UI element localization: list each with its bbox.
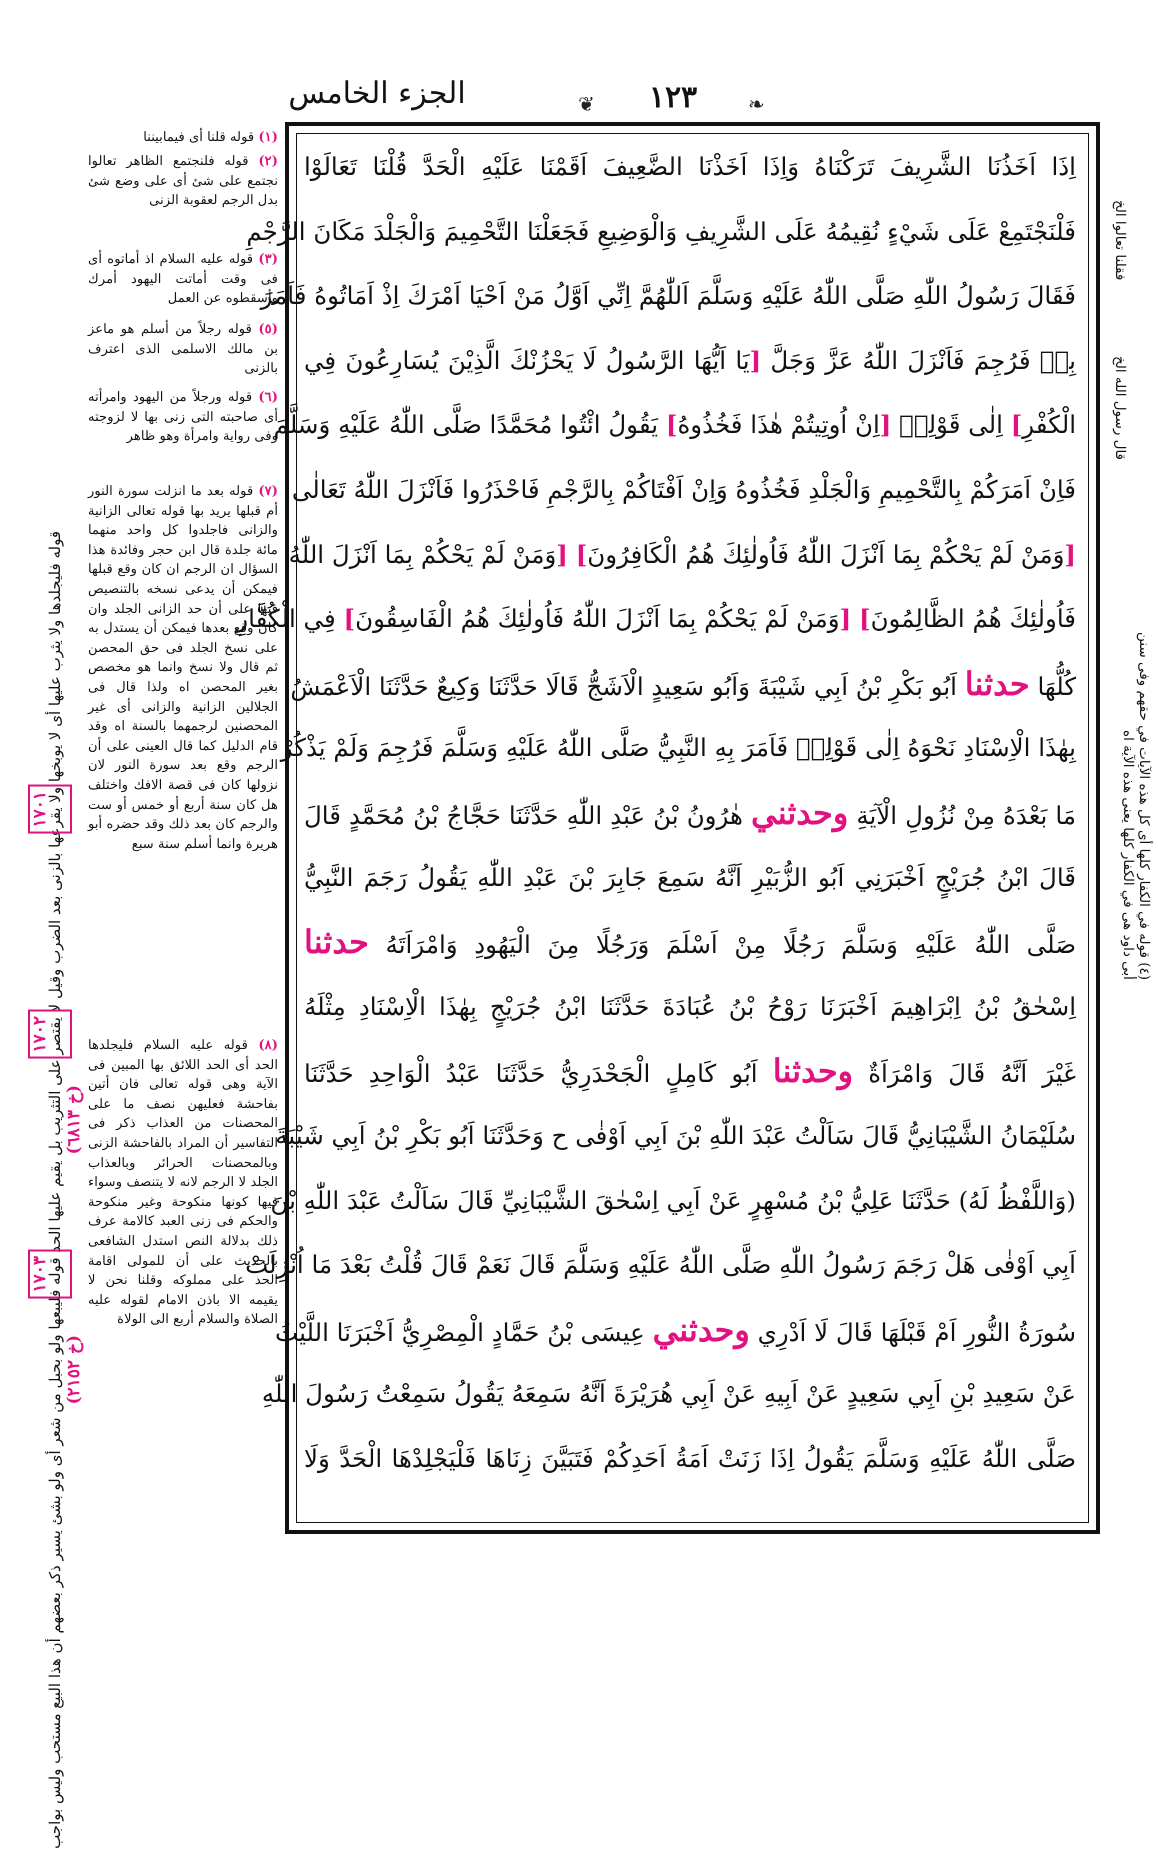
side-note: (٢) قوله فلنجتمع الظاهر تعالوا نجتمع على شئ أى على وضع شئ بدل الرجم لعقوبة الزنى [88,154,278,209]
hadith-number-box: ١٧٠١ [28,785,72,834]
text-line: صَلَّى اللّٰهُ عَلَيْهِ وَسَلَّمَ رَجُلًا مِنْ اَسْلَمَ وَرَجُلًا مِنَ الْيَهُودِ وَامْرَاَتَهُ حدثنا [304,923,1077,962]
side-note: (٨) قوله عليه السلام فليجلدها الحد أى الحد اللائق بها المبين فى الآية وهى قوله تعالى فان أتين بفاحشة فعليهن نصف ما على المحصنات من العذاب ذكر فى التفاسير أن المراد بالفاحشة الزنى وبالمحصنات الحرائر وبالعذاب الجلد لا الرجم لانه لا يتنصف وسواء فيها كونها منكوحة وغير منكوحة والحكم فى زنى العبد كالامة عرف ذلك بدلالة النص استدل الشافعى بالحديث على أن للمولى اقامة الحد على مملوكه وقلنا نحن لا يقيمه الا باذن الامام لقوله عليه الصلاة والسلام أربع الى الولاة [88,1038,279,1328]
text-line: بِهٰذَا الْاِسْنَادِ نَحْوَهُ اِلٰى قَوْلِهٖ فَاَمَرَ بِهِ النَّبِيُّ صَلَّى اللّٰهُ عَلَيْهِ وَسَلَّمَ فَرُجِمَ وَلَمْ يَذْكُرْ [280,733,1076,763]
text-line: عَنْ سَعِيدِ بْنِ اَبِي سَعِيدٍ عَنْ اَبِيهِ عَنْ اَبِي هُرَيْرَةَ اَنَّهُ سَمِعَهُ يَقُولُ سَمِعْتُ رَسُولَ اللّٰهِ [261,1379,1076,1409]
text-line: فَلْنَجْتَمِعْ عَلَى شَيْءٍ نُقِيمُهُ عَلَى الشَّرِيفِ وَالْوَضِيعِ فَجَعَلْنَا التَّحْمِيمَ وَالْجَلْدَ مَكَانَ الرَّجْمِ [246,216,1076,246]
part-title: الجزء الخامس [288,76,466,111]
text-line: بِهٖ فَرُجِمَ فَاَنْزَلَ اللّٰهُ عَزَّ وَجَلَّ [يَا اَيُّهَا الرَّسُولُ لَا يَحْزُنْكَ الَّذِيْنَ يُسَارِعُونَ فِي [304,345,1076,375]
ornament-right-icon: ❧ [748,92,765,116]
text-line: (وَاللَّفْظُ لَهُ) حَدَّثَنَا عَلِيُّ بْنُ مُسْهِرٍ عَنْ اَبِي اِسْحٰقَ الشَّيْبَانِيِّ قَالَ سَاَلْتُ عَبْدَ اللّٰهِ بْنَ [270,1185,1076,1215]
hadith-ref: (خ ٢١٥٢) [64,1335,84,1405]
text-line: فَاِنْ اَمَرَكُمْ بِالتَّحْمِيمِ وَالْجَلْدِ فَخُذُوهُ وَاِنْ اَفْتَاكُمْ بِالرَّجْمِ فَاحْذَرُوا فَاَنْزَلَ اللّٰهُ تَعَالٰى [291,474,1076,504]
text-line: اِذَا اَخَذُنَا الشَّرِيفَ تَرَكْنَاهُ وَاِذَا اَخَذْنَا الضَّعِيفَ اَقَمْنَا عَلَيْهِ الْحَدَّ قُلْنَا تَعَالَوْا [304,152,1076,181]
side-note: (٥) قوله رجلاً من أسلم هو ماعز بن مالك الاسلمى الذى اعترف بالزنى [88,322,278,377]
text-line: الْكُفْرِ] اِلٰى قَوْلِهٖ [اِنْ اُوتِيتُمْ هٰذَا فَخُذُوهُ] يَقُولُ ائْتُوا مُحَمَّدًا صَلَّى اللّٰهُ عَلَيْهِ وَسَلَّمَ [273,410,1076,440]
text-line: فَقَالَ رَسُولُ اللّٰهِ صَلَّى اللّٰهُ عَلَيْهِ وَسَلَّمَ اَللّٰهُمَّ اِنِّي اَوَّلُ مَنْ اَحْيَا اَمْرَكَ اِذْ اَمَاتُوهُ فَاَمَرَ [260,281,1076,311]
text-line: اَبِي اَوْفٰى هَلْ رَجَمَ رَسُولُ اللّٰهِ صَلَّى اللّٰهُ عَلَيْهِ وَسَلَّمَ قَالَ نَعَمْ قَالَ قُلْتُ بَعْدَ مَا اُنْزِلَتْ [245,1250,1076,1280]
text-line: قَالَ ابْنُ جُرَيْجٍ اَخْبَرَنِي اَبُو الزُّبَيْرِ اَنَّهُ سَمِعَ جَابِرَ بْنَ عَبْدِ اللّٰهِ يَقُولُ رَجَمَ النَّبِيُّ [304,862,1076,892]
side-note: (٣) قوله عليه السلام اذ أماتوه أى فى وقت أماتت اليهود أمرك وأسقطوه عن العمل [88,252,278,307]
right-margin-note-3: (٤) قوله في الكفار كلها أى كل هذه الآيات في حقهم وفى سنن أبى داود هى في الكفار كلها يعنى هذه الآية اه [1120,631,1152,980]
text-line: مَا بَعْدَهُ مِنْ نُزُولِ الْآيَةِ وحدثني هٰرُونُ بْنُ عَبْدِ اللّٰهِ حَدَّثَنَا حَجَّاجُ بْنُ مُحَمَّدٍ قَالَ [304,793,1076,832]
hadith-number-box: ١٧٠٣ [28,1250,72,1299]
rotated-note: قوله فليجلدها ولا يثرب عليها أى لا يوبخها ولا يقرعها بالزنى بعد الضرب وقيل لا يقتصر على التثريب بل يقيم عليها الحد قوله فليبعها ولو بحبل من شعر أى ولو بشئ يسير ذكر بعضهم أن هذا البيع مستحب وليس بواجب [46,531,64,1849]
main-text [236,135,1088,1525]
hadith-ref: (خ ٦٨١٣) [64,1085,84,1155]
right-margin-note-2: قال رسول الله الخ [1112,355,1128,460]
hadith-number-box: ١٧٠٢ [28,1010,72,1059]
text-line: اِسْحٰقُ بْنُ اِبْرَاهِيمَ اَخْبَرَنَا رَوْحُ بْنُ عُبَادَةَ حَدَّثَنَا ابْنُ جُرَيْجٍ بِهٰذَا الْاِسْنَادِ مِثْلَهُ [304,991,1076,1021]
text-line: [وَمَنْ لَمْ يَحْكُمْ بِمَا اَنْزَلَ اللّٰهُ فَاُولٰئِكَ هُمُ الْكَافِرُونَ] [وَمَنْ لَمْ يَحْكُمْ بِمَا اَنْزَلَ اللّٰهُ [288,539,1076,569]
side-note: (٧) قوله بعد ما انزلت سورة النور أم قبلها يريد بها قوله تعالى الزانية والزانى فاجلدوا كل واحد منهما مائة جلدة قال ابن حجر وفائدة هذا السؤال ان الرجم ان كان وقع قبلها فيمكن أن يدعى نسخه بالتنصيص فيها على أن حد الزانى الجلد وان كان وقع بعدها فيمكن أن يستدل به على نسخ الجلد فى حق المحصن ثم قال ولا نسخ وانما هو مخصص بغير المحصن اه ولذا قال فى الجلالين الزانية والزانى أى غير المحصنين لرجمهما بالسنة اه وقد قام الدليل كما قال العينى على أن الرجم وقع بعد سورة النور لان نزولها كان فى قصة الافك واختلف هل كان سنة أربع أو خمس أو ست والرجم كان بعد ذلك وقد حضره أبو هريرة وانما أسلم سنة سبع [88,484,278,852]
text-line: سُورَةُ النُّورِ اَمْ قَبْلَهَا قَالَ لَا اَدْرِي وحدثني عِيسَى بْنُ حَمَّادٍ الْمِصْرِيُّ اَخْبَرَنَا اللَّيْثُ [275,1310,1076,1349]
side-note: (١) قوله قلنا أى فيمابيننا [143,130,278,145]
text-line: فَاُولٰئِكَ هُمُ الظَّالِمُونَ] [وَمَنْ لَمْ يَحْكُمْ بِمَا اَنْزَلَ اللّٰهُ فَاُولٰئِكَ هُمُ الْفَاسِقُونَ] فِي الْكُفَّارِ [236,604,1076,634]
side-note: (٦) قوله ورجلاً من اليهود وامرأته أى صاحبته التى زنى بها لا لزوجته وفى رواية وامرأة وهو ظاهر [88,390,278,445]
text-line: صَلَّى اللّٰهُ عَلَيْهِ وَسَلَّمَ يَقُولُ اِذَا زَنَتْ اَمَةُ اَحَدِكُمْ فَتَبَيَّنَ زِنَاهَا فَلْيَجْلِدْهَا الْحَدَّ وَلَا [304,1443,1076,1473]
text-line: غَيْرَ اَنَّهُ قَالَ وَامْرَاَةٌ وحدثنا اَبُو كَامِلٍ الْجَحْدَرِيُّ حَدَّثَنَا عَبْدُ الْوَاحِدِ حَدَّثَنَا [304,1052,1076,1091]
ornament-left-icon: ❦ [578,92,595,116]
right-margin-note-1: فقلنا تعالوا الخ [1112,199,1128,280]
page-number: ١٢٣ [648,80,698,115]
text-line: كُلُّهَا حدثنا اَبُو بَكْرِ بْنُ اَبِي شَيْبَةَ وَاَبُو سَعِيدٍ الْاَشَجُّ قَالَا حَدَّثَنَا وَكِيعٌ حَدَّثَنَا الْاَعْمَشُ [290,664,1076,703]
text-line: سُلَيْمَانُ الشَّيْبَانِيُّ قَالَ سَاَلْتُ عَبْدَ اللّٰهِ بْنَ اَبِي اَوْفٰى ح وَحَدَّثَنَا اَبُو بَكْرِ بْنُ اَبِي شَيْبَةَ [275,1120,1076,1150]
